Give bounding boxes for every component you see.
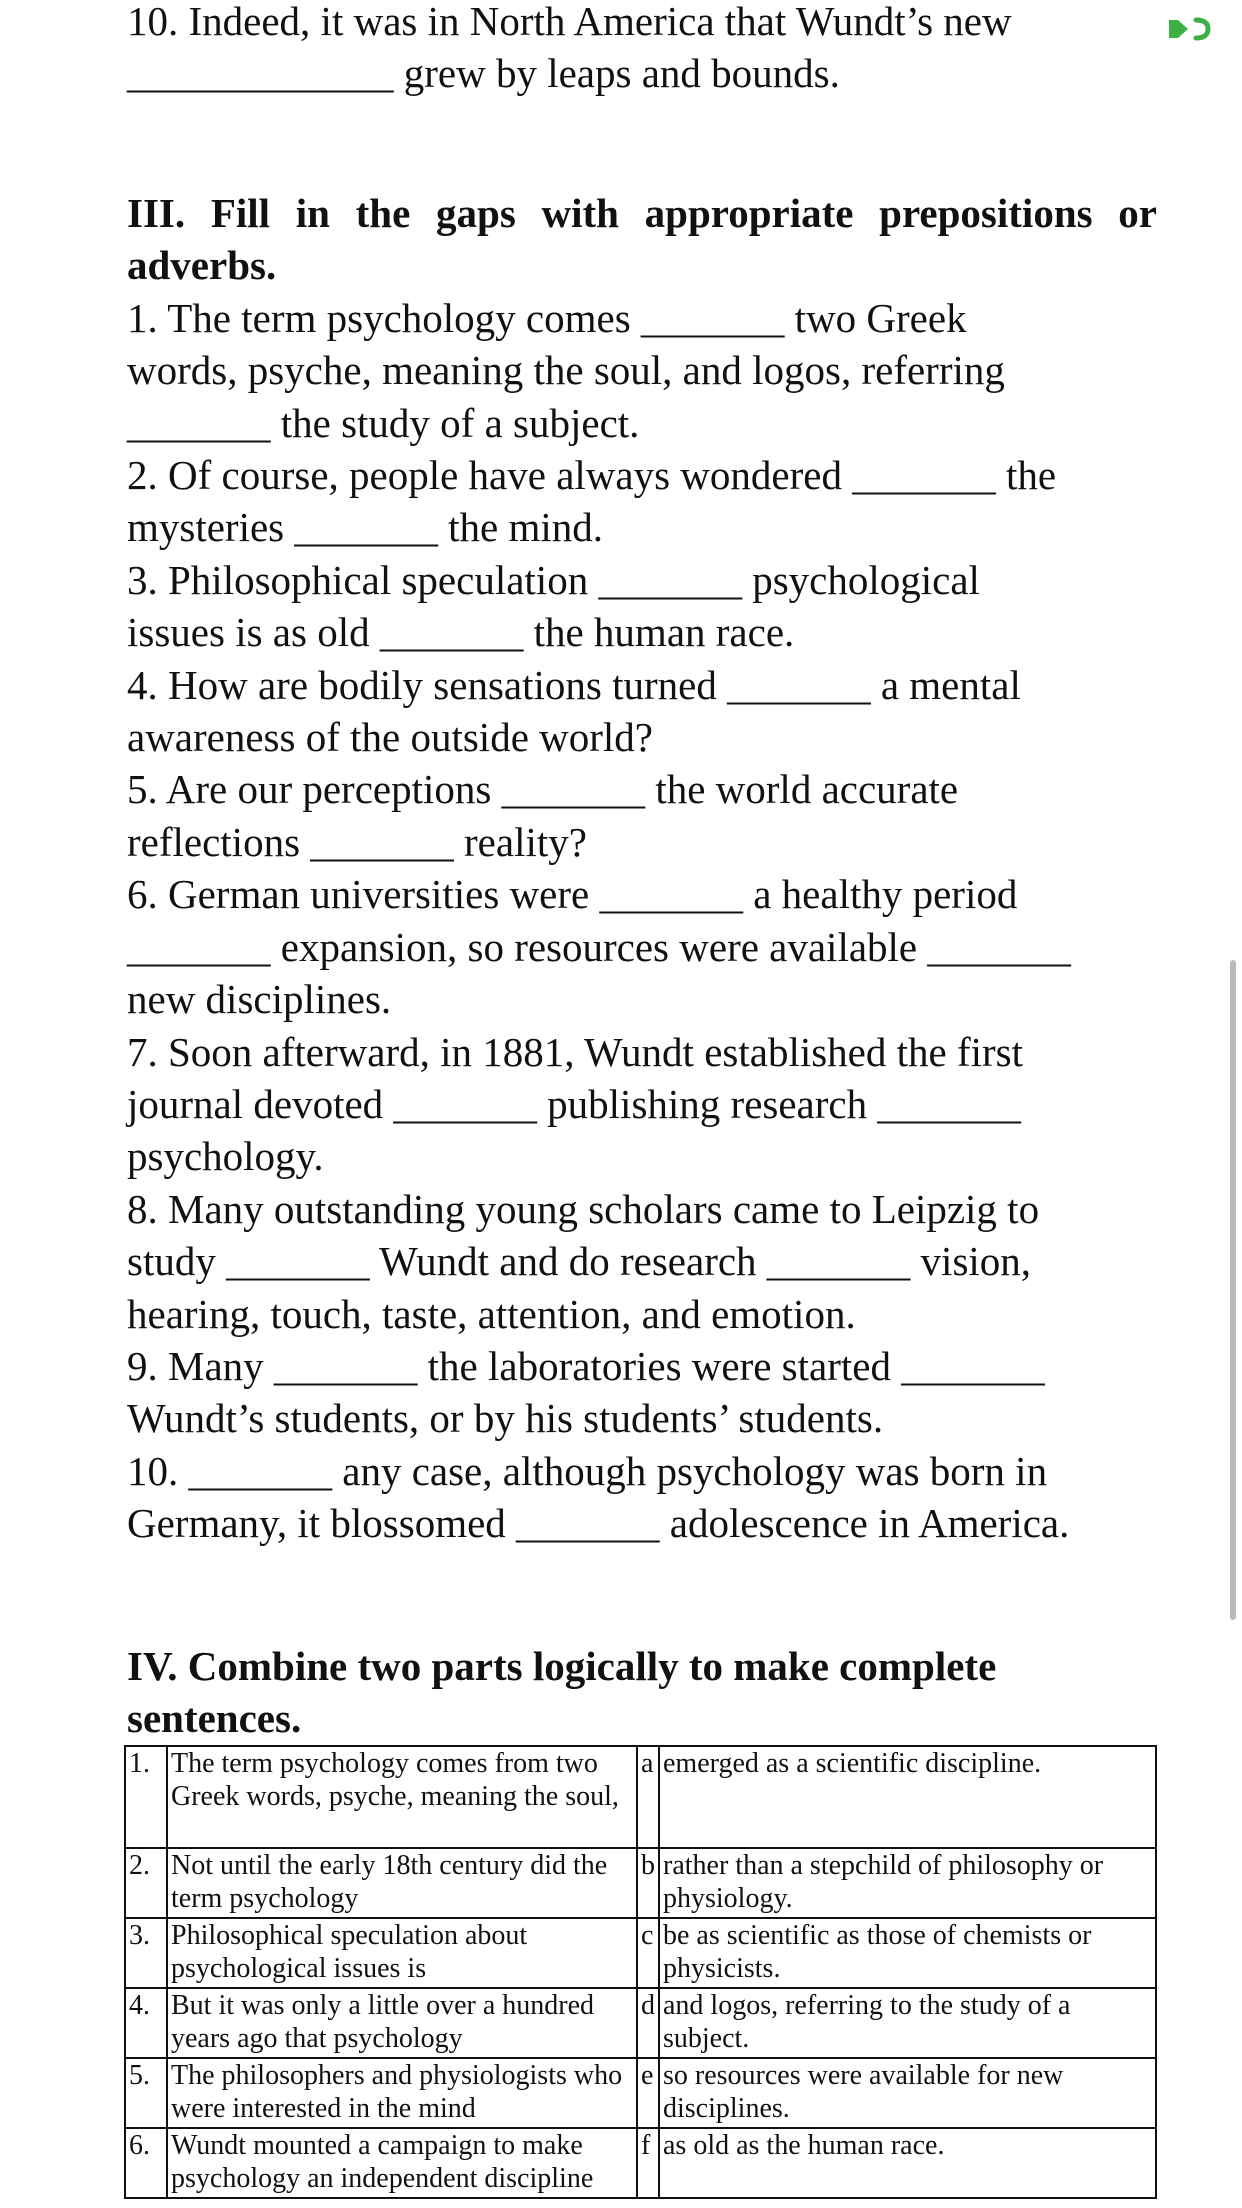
table-row	[125, 2058, 1156, 2128]
text-line: 2. Of course, people have always wondered _______ the	[127, 452, 1057, 499]
text-line: awareness of the outside world?	[127, 714, 653, 761]
sentence-start: Philosophical speculation about psychological issues is	[167, 1918, 637, 1988]
sentence-start: Wundt mounted a campaign to make psychology an independent discipline	[167, 2128, 637, 2198]
text-line: hearing, touch, taste, attention, and emotion.	[127, 1290, 856, 1337]
text-line: _______ the study of a subject.	[127, 399, 640, 446]
text-line: study _______ Wundt and do research _______ vision,	[127, 1238, 1032, 1285]
matching-table	[124, 1745, 1157, 2199]
section-3	[127, 187, 1157, 1550]
sentence-end: rather than a stepchild of philosophy or physiology.	[659, 1848, 1156, 1918]
text-line: 5. Are our perceptions _______ the world accurate	[127, 766, 959, 813]
sentence-end: emerged as a scientific discipline.	[659, 1746, 1156, 1848]
row-number: 4.	[125, 1988, 167, 2058]
sentence-end: be as scientific as those of chemists or physicists.	[659, 1918, 1156, 1988]
row-letter: f	[637, 2128, 659, 2198]
table-row	[125, 1746, 1156, 1848]
text-line: 10. _______ any case, although psychology was born in	[127, 1447, 1048, 1494]
text-line: journal devoted _______ publishing research _______	[127, 1080, 1021, 1127]
sentence-end: so resources were available for new disciplines.	[659, 2058, 1156, 2128]
sentence-start: The term psychology comes from two Greek words, psyche, meaning the soul,	[167, 1746, 637, 1848]
section-4	[127, 1640, 996, 1745]
text-line: Germany, it blossomed _______ adolescence in America.	[127, 1500, 1070, 1547]
text-line: new disciplines.	[127, 976, 392, 1023]
row-letter: b	[637, 1848, 659, 1918]
row-letter: a	[637, 1746, 659, 1848]
row-number: 2.	[125, 1848, 167, 1918]
text-line: Wundt’s students, or by his students’ students.	[127, 1395, 884, 1442]
text-line: reflections _______ reality?	[127, 818, 587, 865]
sentence-end: as old as the human race.	[659, 2128, 1156, 2198]
scrollbar[interactable]	[1230, 960, 1236, 1620]
sentence-start: But it was only a little over a hundred years ago that psychology	[167, 1988, 637, 2058]
text-line: _______ expansion, so resources were available _______	[127, 923, 1071, 970]
row-number: 3.	[125, 1918, 167, 1988]
exercise-3-lines	[127, 292, 1157, 1550]
sentence-start: Not until the early 18th century did the term psychology	[167, 1848, 637, 1918]
text-line: 1. The term psychology comes _______ two Greek	[127, 294, 967, 341]
row-number: 6.	[125, 2128, 167, 2198]
table-row	[125, 2128, 1156, 2198]
row-letter: d	[637, 1988, 659, 2058]
matching-table-wrapper	[124, 1745, 1157, 2199]
text-line: issues is as old _______ the human race.	[127, 609, 795, 656]
row-letter: c	[637, 1918, 659, 1988]
row-letter: e	[637, 2058, 659, 2128]
text-line: 9. Many _______ the laboratories were started _______	[127, 1342, 1045, 1389]
text-line: psychology.	[127, 1133, 324, 1180]
table-row	[125, 1918, 1156, 1988]
text-line: 4. How are bodily sensations turned _______ a mental	[127, 661, 1021, 708]
text-line: 8. Many outstanding young scholars came to Leipzig to	[127, 1185, 1040, 1232]
section-3-heading-cont: adverbs.	[127, 242, 277, 289]
previous-item-line-2: _____________ grew by leaps and bounds.	[127, 50, 840, 96]
expand-icon[interactable]	[1166, 14, 1212, 44]
previous-item-line-1: 10. Indeed, it was in North America that Wundt’s new	[127, 0, 1012, 44]
section-3-heading: III. Fill in the gaps with appropriate prepositions or	[127, 190, 1157, 236]
text-line: mysteries _______ the mind.	[127, 504, 604, 551]
section-4-heading: IV. Combine two parts logically to make complete	[127, 1643, 997, 1689]
text-line: words, psyche, meaning the soul, and logos, referring	[127, 347, 1005, 394]
text-line: 3. Philosophical speculation _______ psychological	[127, 556, 980, 603]
section-4-heading-cont: sentences.	[127, 1695, 302, 1742]
row-number: 1.	[125, 1746, 167, 1848]
text-line: 7. Soon afterward, in 1881, Wundt established the first	[127, 1028, 1024, 1075]
sentence-start: The philosophers and physiologists who were interested in the mind	[167, 2058, 637, 2128]
sentence-end: and logos, referring to the study of a subject.	[659, 1988, 1156, 2058]
table-row	[125, 1848, 1156, 1918]
row-number: 5.	[125, 2058, 167, 2128]
text-line: 6. German universities were _______ a healthy period	[127, 871, 1018, 918]
table-row	[125, 1988, 1156, 2058]
